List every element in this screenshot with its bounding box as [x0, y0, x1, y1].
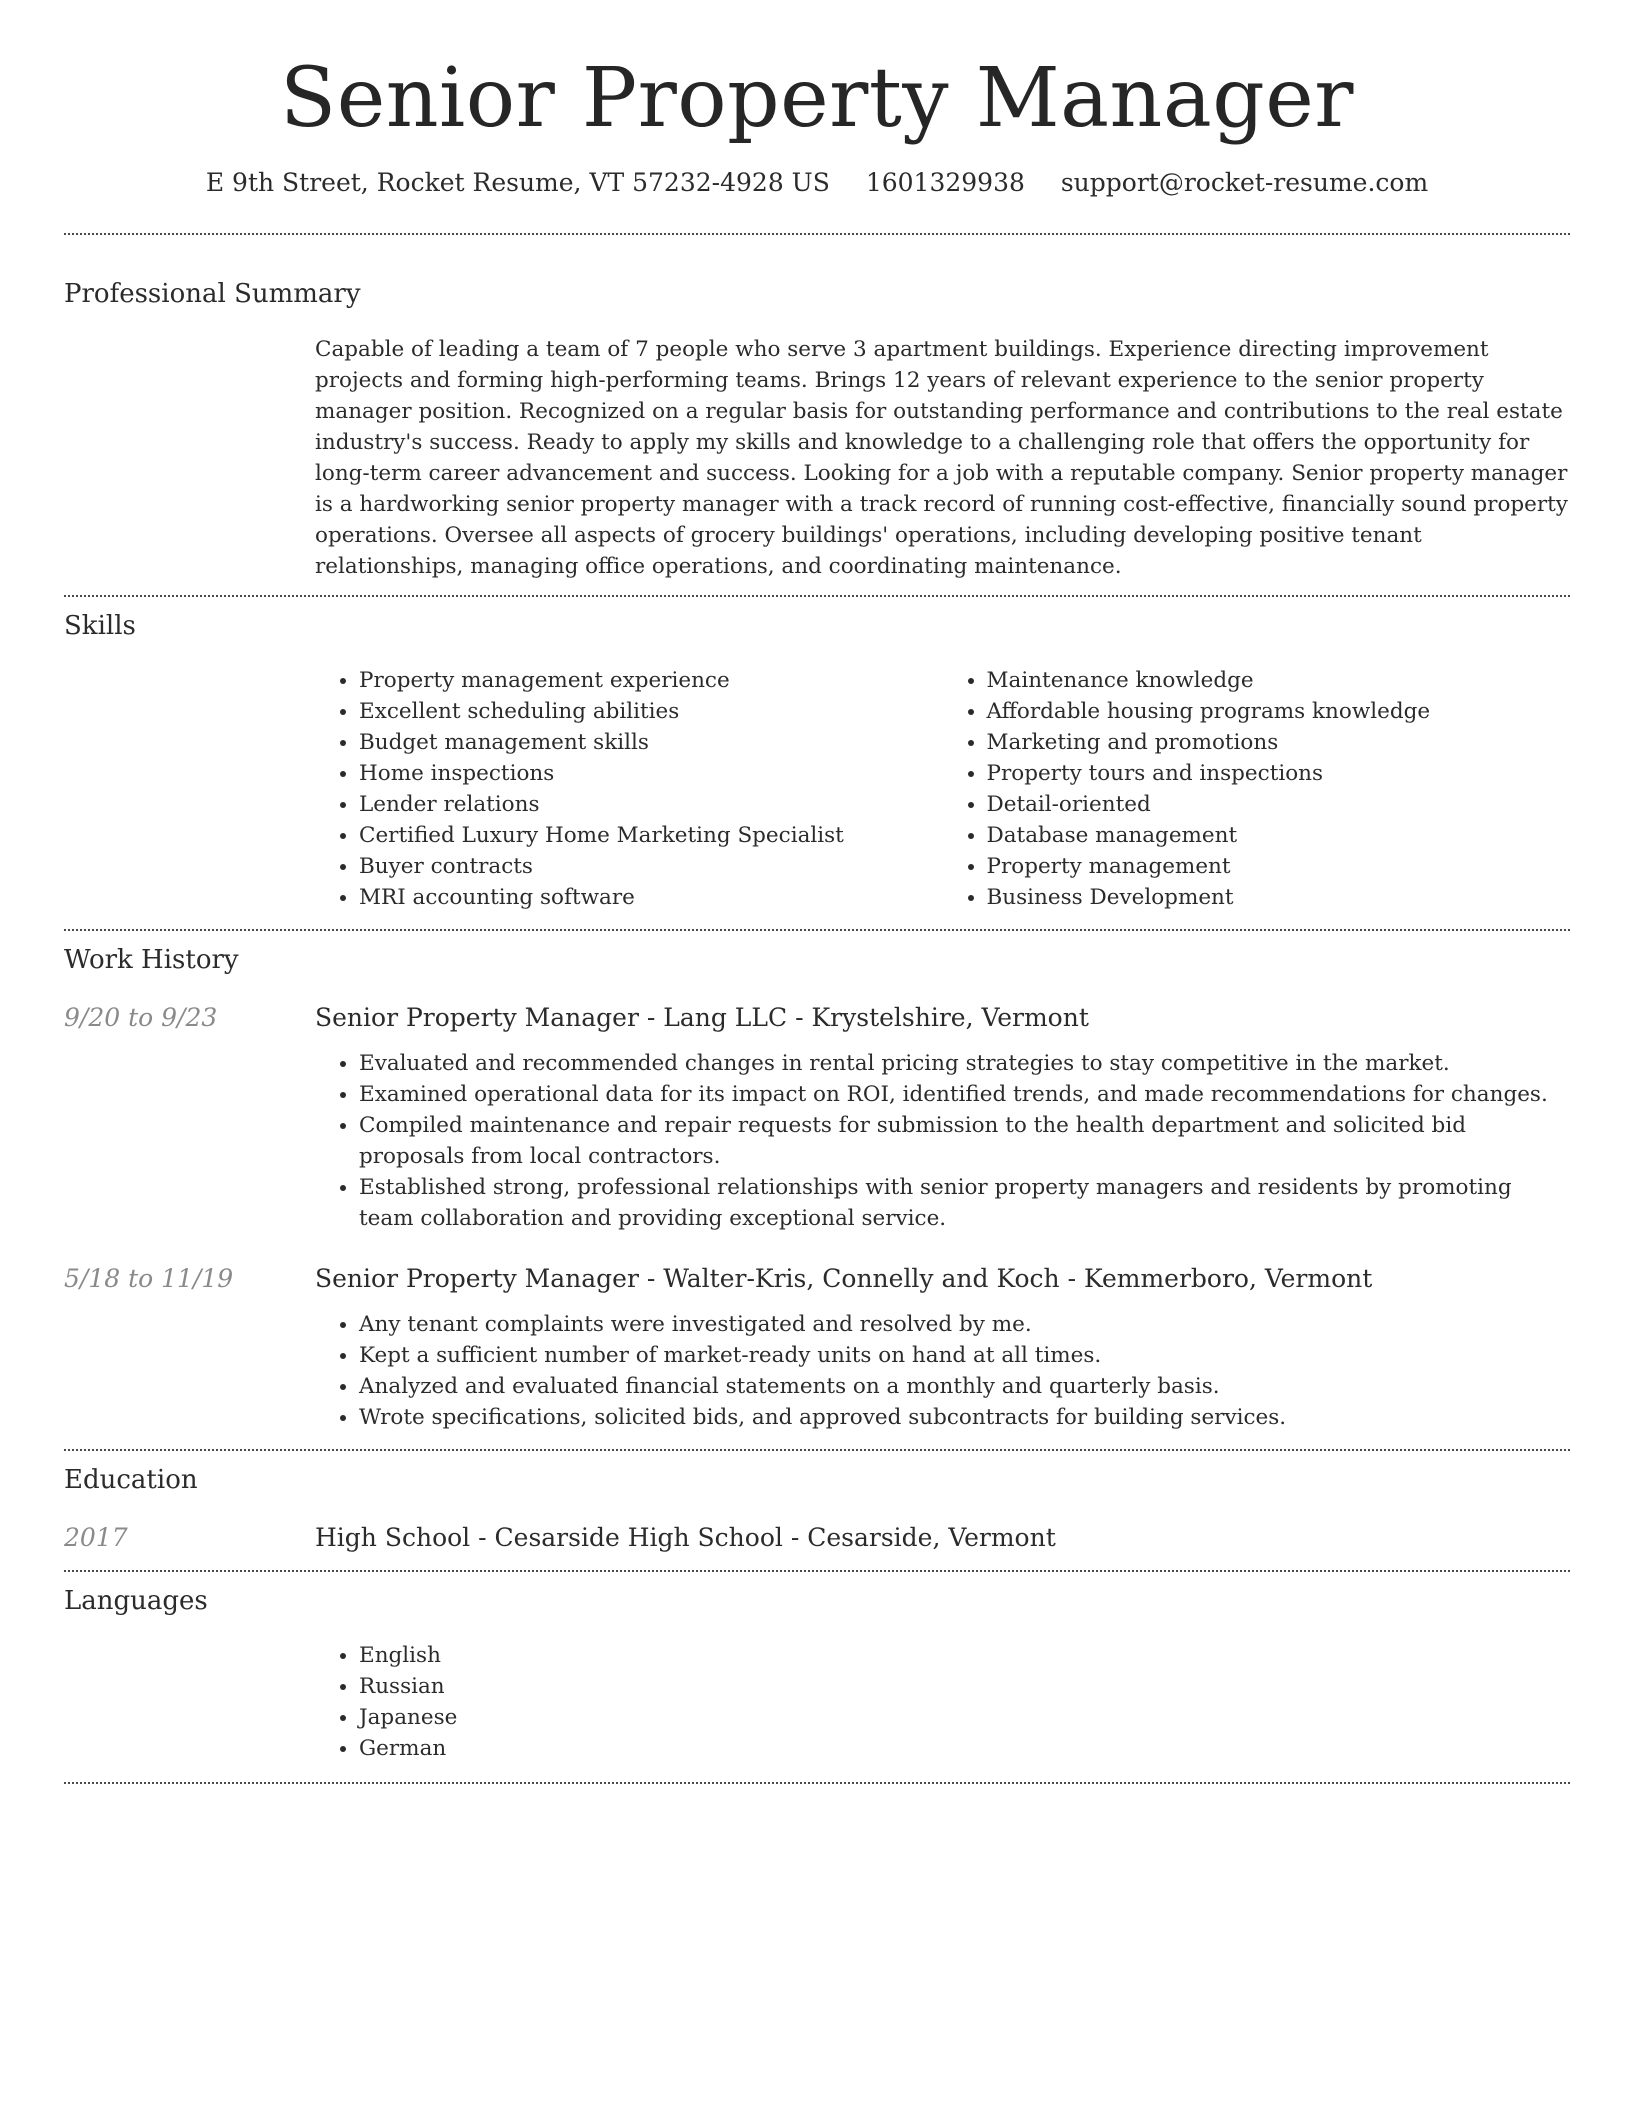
job-heading: Senior Property Manager - Walter-Kris, Connelly and Koch - Kemmerboro, Vermont: [315, 1264, 1373, 1293]
language-item: • English: [359, 1640, 1570, 1671]
skill-item: • Detail-oriented: [987, 789, 1571, 820]
language-item: • Russian: [359, 1671, 1570, 1702]
job-bullet: • Kept a sufficient number of market-ready units on hand at all times.: [359, 1340, 1570, 1371]
job-dates: 9/20 to 9/23: [64, 1003, 218, 1032]
skill-item: • Budget management skills: [359, 727, 943, 758]
skill-item: • Business Development: [987, 882, 1571, 913]
job-heading: Senior Property Manager - Lang LLC - Krystelshire, Vermont: [315, 1003, 1089, 1032]
summary-text: Capable of leading a team of 7 people who serve 3 apartment buildings. Experience directing improvement projects and forming high-performing teams. Brings 12 years of relevant experience to the senior property manager position. Recognized on a regular basis for outstanding performance and contributions to the real estate industry's success. Ready to apply my skills and knowledge to a challenging role that offers the opportunity for long-term career advancement and success. Looking for a job with a reputable company. Senior property manager is a hardworking senior property manager with a track record of running cost-effective, financially sound property operations. Oversee all aspects of grocery buildings' operations, including developing positive tenant relationships, managing office operations, and coordinating maintenance.: [315, 337, 1568, 579]
resume-name: Senior Property Manager: [280, 51, 1354, 146]
skill-item: • Property tours and inspections: [987, 758, 1571, 789]
section-title-work: Work History: [64, 945, 239, 975]
job-bullet: • Examined operational data for its impact on ROI, identified trends, and made recommendations for changes.: [359, 1079, 1570, 1110]
language-item: • Japanese: [359, 1702, 1570, 1733]
skill-item: • Affordable housing programs knowledge: [987, 696, 1571, 727]
section-title-languages: Languages: [64, 1586, 208, 1616]
section-title-skills: Skills: [64, 611, 136, 641]
education-heading: High School - Cesarside High School - Cesarside, Vermont: [315, 1523, 1056, 1552]
contact-line: [64, 170, 1570, 195]
job-bullet: • Evaluated and recommended changes in rental pricing strategies to stay competitive in the market.: [359, 1048, 1570, 1079]
job-bullet: • Wrote specifications, solicited bids, and approved subcontracts for building services.: [359, 1402, 1570, 1433]
contact-email: support@rocket-resume.com: [1060, 168, 1429, 197]
skill-item: • Lender relations: [359, 789, 943, 820]
skill-item: • Database management: [987, 820, 1571, 851]
skills-column-right: [943, 665, 1571, 913]
section-title-education: Education: [64, 1465, 198, 1495]
job-bullet: • Any tenant complaints were investigated and resolved by me.: [359, 1309, 1570, 1340]
job-header: [64, 1003, 1570, 1032]
skill-item: • Excellent scheduling abilities: [359, 696, 943, 727]
job-bullets: [315, 1309, 1570, 1433]
divider: [64, 1449, 1570, 1451]
divider: [64, 929, 1570, 931]
job-header: [64, 1264, 1570, 1293]
skill-item: • Marketing and promotions: [987, 727, 1571, 758]
divider: [64, 1782, 1570, 1784]
skill-item: • Property management experience: [359, 665, 943, 696]
languages-list: [315, 1640, 1570, 1764]
contact-address: E 9th Street, Rocket Resume, VT 57232-4928 US: [205, 168, 830, 197]
section-title-summary: Professional Summary: [64, 279, 361, 309]
divider: [64, 233, 1570, 235]
skill-item: • Maintenance knowledge: [987, 665, 1571, 696]
skill-item: • Home inspections: [359, 758, 943, 789]
job-bullets: [315, 1048, 1570, 1234]
skill-item: • MRI accounting software: [359, 882, 943, 913]
education-date: 2017: [64, 1523, 128, 1552]
job-bullet: • Established strong, professional relationships with senior property managers and residents by promoting team collaboration and providing exceptional service.: [359, 1172, 1570, 1234]
job-bullet: • Compiled maintenance and repair requests for submission to the health department and solicited bid proposals from local contractors.: [359, 1110, 1570, 1172]
skill-item: • Property management: [987, 851, 1571, 882]
skill-item: • Certified Luxury Home Marketing Specialist: [359, 820, 943, 851]
contact-phone: 1601329938: [865, 168, 1025, 197]
education-entry: [64, 1523, 1570, 1552]
job-bullet: • Analyzed and evaluated financial statements on a monthly and quarterly basis.: [359, 1371, 1570, 1402]
divider: [64, 595, 1570, 597]
skills-column-left: [315, 665, 943, 913]
skills-list: [315, 665, 1570, 913]
job-dates: 5/18 to 11/19: [64, 1264, 234, 1293]
divider: [64, 1570, 1570, 1572]
resume-page: [64, 0, 1570, 1784]
language-item: • German: [359, 1733, 1570, 1764]
skill-item: • Buyer contracts: [359, 851, 943, 882]
